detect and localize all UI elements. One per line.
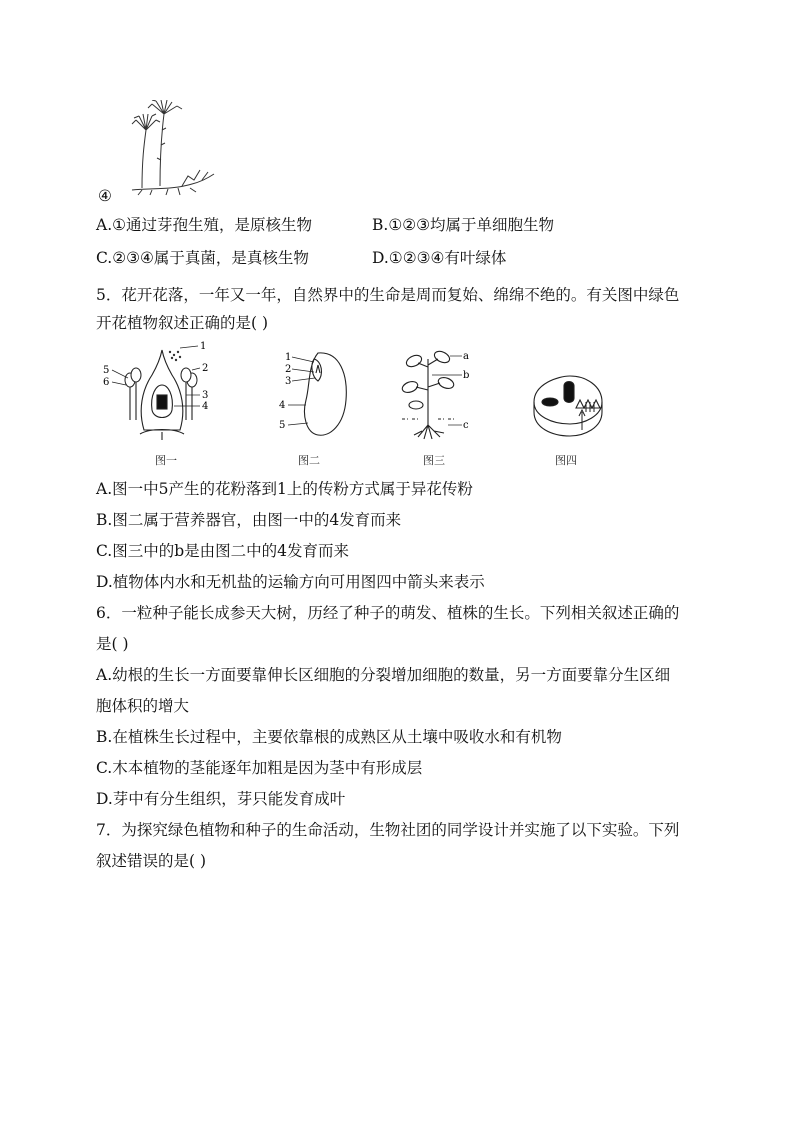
fig1-label-1: 1	[200, 341, 207, 352]
q5-option-d: D.植物体内水和无机盐的运输方向可用图四中箭头来表示	[96, 573, 485, 591]
seed-diagram	[278, 345, 358, 440]
seedling-diagram	[398, 345, 478, 440]
fig2-label-3: 3	[285, 376, 292, 387]
q4-option-d: D.①②③④有叶绿体	[372, 249, 507, 267]
q5-stem-line1: 5．花开花落，一年又一年，自然界中的生命是周而复始、绵绵不绝的。有关图中绿色	[96, 286, 680, 304]
fig2-label-5: 5	[279, 420, 286, 431]
q6-stem-line1: 6．一粒种子能长成参天大树，历经了种子的萌发、植株的生长。下列相关叙述正确的	[96, 604, 680, 622]
q5-option-c: C.图三中的b是由图二中的4发育而来	[96, 542, 350, 560]
q6-option-a-line1: A.幼根的生长一方面要靠伸长区细胞的分裂增加细胞的数量，另一方面要靠分生区细	[96, 666, 671, 684]
fig2-label-1: 1	[285, 352, 292, 363]
q6-option-a-line2: 胞体积的增大	[96, 697, 190, 715]
fig1-label-6: 6	[103, 377, 110, 388]
q7-stem-line2: 叙述错误的是( )	[96, 852, 207, 870]
q5-stem-line2: 开花植物叙述正确的是( )	[96, 314, 269, 332]
fig1-label-2: 2	[202, 363, 209, 374]
fig3-caption: 图三	[423, 454, 445, 467]
q7-stem-line1: 7．为探究绿色植物和种子的生命活动，生物社团的同学设计并实施了以下实验。下列	[96, 821, 680, 839]
q4-option-c: C.②③④属于真菌，是真核生物	[96, 249, 309, 267]
q4-option-a: A.①通过芽孢生殖，是原核生物	[96, 216, 313, 234]
stem-section-diagram	[528, 372, 608, 442]
fig3-label-c: c	[463, 420, 469, 431]
q6-option-c: C.木本植物的茎能逐年加粗是因为茎中有形成层	[96, 759, 423, 777]
fig1-label-4: 4	[202, 401, 209, 412]
q6-option-b: B.在植株生长过程中，主要依靠根的成熟区从土壤中吸收水和有机物	[96, 728, 562, 746]
fern-plant-figure	[122, 100, 222, 196]
q4-option-b: B.①②③均属于单细胞生物	[372, 216, 555, 234]
fig2-label-4: 4	[279, 400, 286, 411]
q5-option-a: A.图一中5产生的花粉落到1上的传粉方式属于异花传粉	[96, 480, 473, 498]
fig1-label-5: 5	[103, 365, 110, 376]
fig3-label-b: b	[463, 370, 470, 381]
fig2-label-2: 2	[285, 364, 292, 375]
flower-diagram	[100, 340, 225, 440]
fig1-caption: 图一	[155, 454, 177, 467]
q6-stem-line2: 是( )	[96, 635, 129, 653]
fig1-label-3: 3	[202, 390, 209, 401]
q6-option-d: D.芽中有分生组织，芽只能发育成叶	[96, 790, 346, 808]
fig4-caption: 图四	[555, 454, 577, 467]
fig3-label-a: a	[463, 351, 469, 362]
figure-4-label: ④	[98, 187, 112, 205]
fig2-caption: 图二	[298, 454, 320, 467]
q5-option-b: B.图二属于营养器官，由图一中的4发育而来	[96, 511, 402, 529]
